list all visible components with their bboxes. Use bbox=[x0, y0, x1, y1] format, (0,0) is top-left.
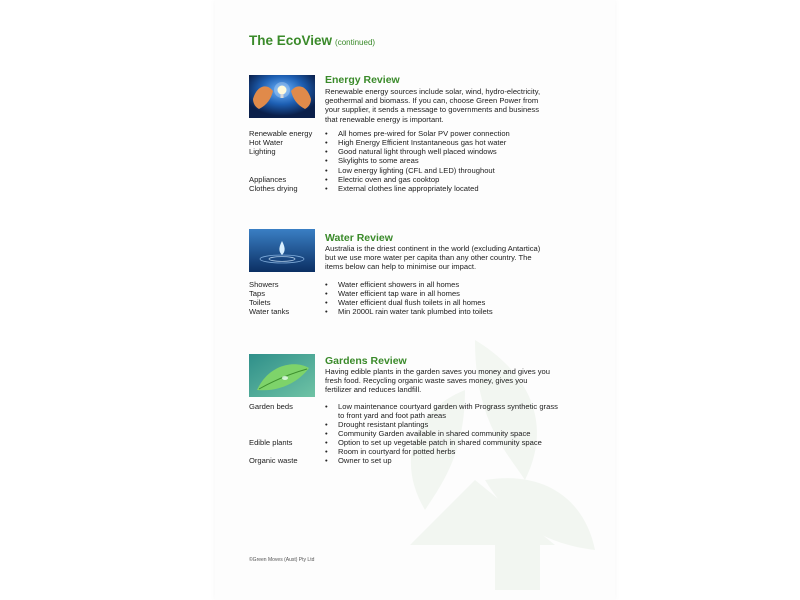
row-label: Lighting bbox=[249, 147, 276, 156]
bullet: • bbox=[325, 307, 328, 316]
row-label: Renewable energy bbox=[249, 129, 313, 138]
bullet: • bbox=[325, 147, 328, 156]
row-label: Water tanks bbox=[249, 307, 290, 316]
bullet: • bbox=[325, 166, 328, 175]
row-label: Appliances bbox=[249, 175, 287, 184]
water-review-heading: Water Review bbox=[325, 232, 393, 244]
list-item: Skylights to some areas bbox=[338, 156, 419, 165]
title-suffix: (continued) bbox=[335, 38, 376, 47]
row-label: Toilets bbox=[249, 298, 271, 307]
list-item: Electric oven and gas cooktop bbox=[338, 175, 440, 184]
row-label: Garden beds bbox=[249, 402, 293, 411]
list-item: External clothes line appropriately located bbox=[338, 184, 479, 193]
list-item: Low energy lighting (CFL and LED) throughout bbox=[338, 166, 495, 175]
row-label: Clothes drying bbox=[249, 184, 298, 193]
water-review-intro: Australia is the driest continent in the world (excluding Antartica) but we use more water per capita than any other country. The items below can help to minimise our impact. bbox=[325, 244, 541, 272]
bullet: • bbox=[325, 402, 328, 411]
list-item: Community Garden available in shared community space bbox=[338, 429, 531, 438]
row-label: Hot Water bbox=[249, 138, 283, 147]
row-label: Taps bbox=[249, 289, 266, 298]
list-item: Low maintenance courtyard garden with Prograss synthetic grass to front yard and foot path areas bbox=[338, 402, 558, 420]
list-item: Room in courtyard for potted herbs bbox=[338, 447, 456, 456]
bullet: • bbox=[325, 298, 328, 307]
row-label: Organic waste bbox=[249, 456, 298, 465]
bullet: • bbox=[325, 438, 328, 447]
list-item: Water efficient showers in all homes bbox=[338, 280, 460, 289]
energy-hands-image bbox=[249, 75, 315, 118]
bullet: • bbox=[325, 175, 328, 184]
list-item: Water efficient tap ware in all homes bbox=[338, 289, 460, 298]
garden-leaf-image bbox=[249, 354, 315, 397]
bullet: • bbox=[325, 447, 328, 456]
energy-review-heading: Energy Review bbox=[325, 74, 400, 86]
list-item: Owner to set up bbox=[338, 456, 392, 465]
copyright-footer: ©Green Moves (Aust) Pty Ltd bbox=[249, 557, 315, 563]
gardens-review-heading: Gardens Review bbox=[325, 355, 407, 367]
energy-review-intro: Renewable energy sources include solar, wind, hydro-electricity, geothermal and biomass. If you can, choose Green Power from your supplier, it sends a message to governments and business that renewable energy is important. bbox=[325, 87, 541, 124]
bullet: • bbox=[325, 184, 328, 193]
bullet: • bbox=[325, 156, 328, 165]
bullet: • bbox=[325, 456, 328, 465]
list-item: All homes pre-wired for Solar PV power connection bbox=[338, 129, 510, 138]
page-title: The EcoView (continued) bbox=[249, 33, 376, 48]
bullet: • bbox=[325, 129, 328, 138]
bullet: • bbox=[325, 280, 328, 289]
bullet: • bbox=[325, 429, 328, 438]
list-item: Min 2000L rain water tank plumbed into toilets bbox=[338, 307, 493, 316]
bullet: • bbox=[325, 420, 328, 429]
list-item: Option to set up vegetable patch in shared community space bbox=[338, 438, 542, 447]
list-item: Water efficient dual flush toilets in all homes bbox=[338, 298, 486, 307]
bullet: • bbox=[325, 138, 328, 147]
list-item: Drought resistant plantings bbox=[338, 420, 429, 429]
list-item: Good natural light through well placed windows bbox=[338, 147, 497, 156]
row-label: Showers bbox=[249, 280, 279, 289]
row-label: Edible plants bbox=[249, 438, 293, 447]
water-drop-image bbox=[249, 229, 315, 272]
list-item: High Energy Efficient Instantaneous gas hot water bbox=[338, 138, 507, 147]
gardens-review-intro: Having edible plants in the garden saves you money and gives you fresh food. Recycling organic waste saves money, gives you fertilizer and reduces landfill. bbox=[325, 367, 551, 395]
bullet: • bbox=[325, 289, 328, 298]
